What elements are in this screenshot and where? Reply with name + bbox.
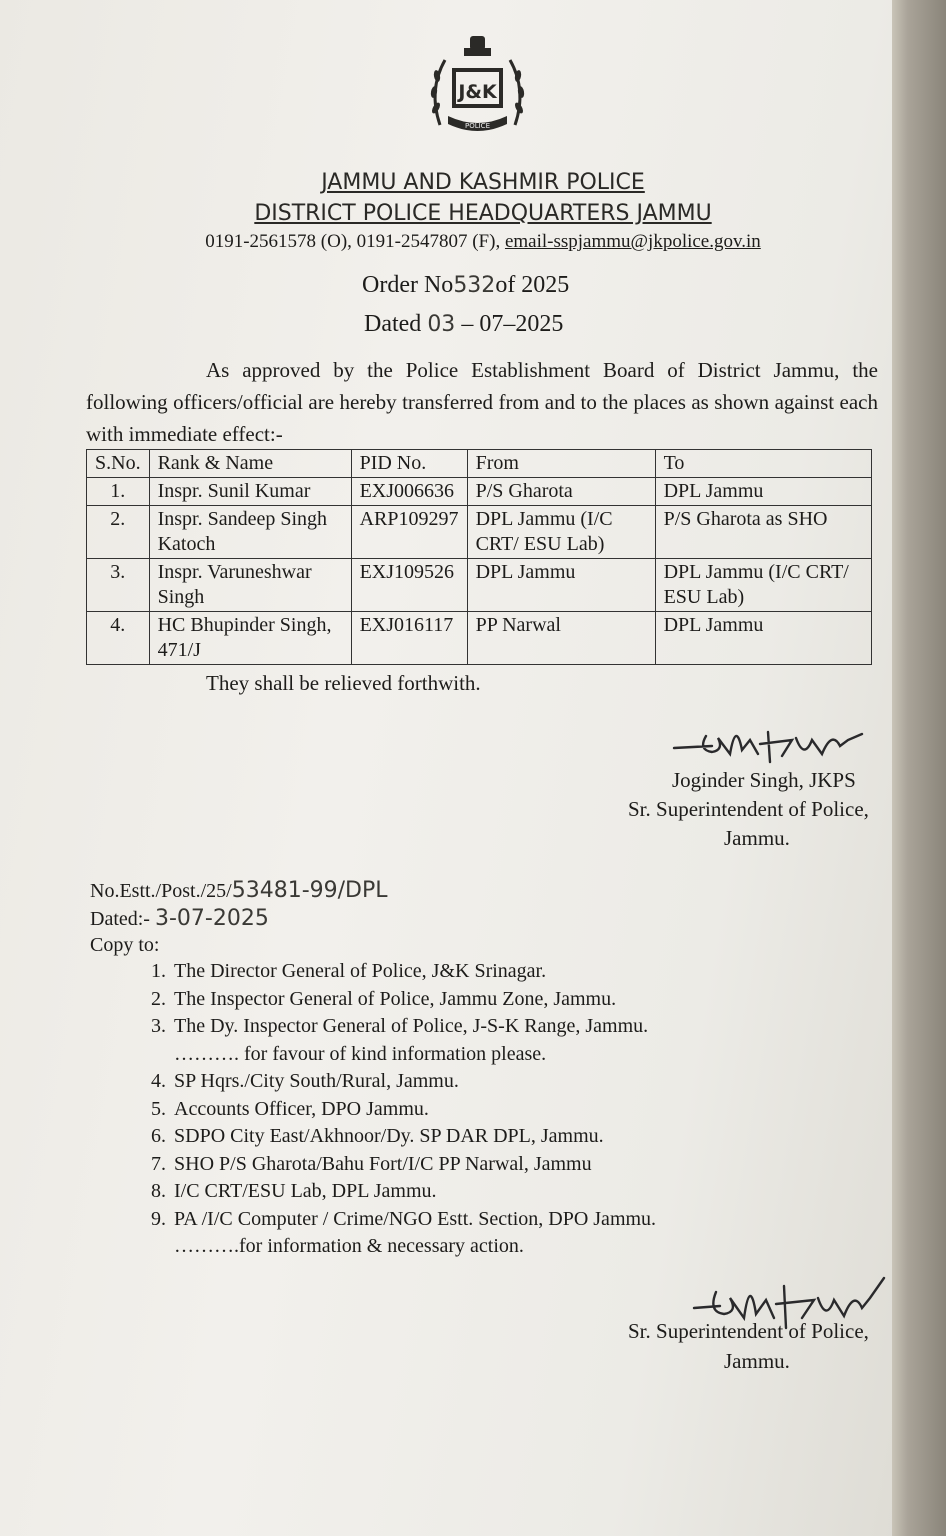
- column-header: To: [655, 450, 871, 478]
- table-cell: Inspr. Sandeep Singh Katoch: [149, 506, 351, 559]
- order-number: 532: [453, 273, 496, 298]
- column-header: PID No.: [351, 450, 467, 478]
- phone-numbers: 0191-2561578 (O), 0191-2547807 (F),: [205, 231, 501, 252]
- table-cell: DPL Jammu: [655, 478, 871, 506]
- list-item: 7. SHO P/S Gharota/Bahu Fort/I/C PP Narwal, Jammu: [151, 1152, 592, 1175]
- signatory-designation: Sr. Superintendent of Police,: [628, 797, 869, 821]
- list-item: 2. The Inspector General of Police, Jammu Zone, Jammu.: [151, 987, 617, 1010]
- signature-block: [628, 766, 888, 853]
- column-header: Rank & Name: [149, 450, 351, 478]
- table-cell: DPL Jammu: [655, 612, 871, 665]
- table-cell: EXJ016117: [351, 612, 467, 665]
- jk-police-emblem: [420, 30, 535, 145]
- list-item: 8. I/C CRT/ESU Lab, DPL Jammu.: [151, 1180, 437, 1202]
- table-header-row: [87, 450, 872, 478]
- table-cell: Inspr. Sunil Kumar: [149, 478, 351, 506]
- list-item: 3. The Dy. Inspector General of Police, J-S-K Range, Jammu.: [151, 1015, 649, 1037]
- signatory-designation: Sr. Superintendent of Police,: [628, 1319, 869, 1343]
- table-row: [87, 506, 872, 559]
- table-cell: PP Narwal: [467, 612, 655, 665]
- signatory-name: Joginder Singh, JKPS: [672, 768, 856, 792]
- signatory-place: Jammu.: [724, 826, 790, 850]
- order-date-line: Dated 03 – 07–2025: [364, 311, 564, 337]
- list-item: 4. SP Hqrs./City South/Rural, Jammu.: [151, 1070, 459, 1092]
- table-cell: P/S Gharota as SHO: [655, 506, 871, 559]
- table-row: [87, 478, 872, 506]
- table-cell: EXJ109526: [351, 559, 467, 612]
- reference-date: 3-07-2025: [154, 906, 269, 931]
- email-address[interactable]: email-sspjammu@jkpolice.gov.in: [504, 231, 761, 252]
- order-paragraph: As approved by the Police Establishment Board of District Jammu, the following officers/official are hereby transferred from and to the places as shown against each with immediate effect:-: [86, 358, 878, 446]
- signatory-place: Jammu.: [724, 1349, 790, 1373]
- table-cell: Inspr. Varuneshwar Singh: [149, 559, 351, 612]
- table-cell: DPL Jammu: [467, 559, 655, 612]
- reference-number: 53481-99/DPL: [231, 878, 388, 903]
- list-item: ……….for information & necessary action.: [174, 1235, 524, 1257]
- table-cell: ARP109297: [351, 506, 467, 559]
- order-date-day: 03: [427, 312, 456, 337]
- list-item: 9. PA /I/C Computer / Crime/NGO Estt. Section, DPO Jammu.: [151, 1207, 657, 1230]
- relieved-note: They shall be relieved forthwith.: [206, 671, 481, 695]
- list-item: 5. Accounts Officer, DPO Jammu.: [151, 1097, 429, 1120]
- column-header: From: [467, 450, 655, 478]
- table-cell: 3.: [87, 559, 150, 612]
- table-row: [87, 612, 872, 665]
- emblem-band-text: POLICE: [464, 122, 491, 130]
- org-title: JAMMU AND KASHMIR POLICE: [321, 170, 645, 195]
- emblem-text: J&K: [458, 81, 497, 103]
- table-cell: EXJ006636: [351, 478, 467, 506]
- contact-line: [0, 231, 946, 253]
- list-item: ………. for favour of kind information please.: [174, 1042, 547, 1065]
- table-cell: 4.: [87, 612, 150, 665]
- office-title: DISTRICT POLICE HEADQUARTERS JAMMU: [254, 201, 712, 226]
- signature-scrawl: [672, 710, 872, 770]
- copy-to-label: Copy to:: [90, 934, 160, 956]
- table-cell: DPL Jammu (I/C CRT/ ESU Lab): [655, 559, 871, 612]
- table-cell: 2.: [87, 506, 150, 559]
- table-cell: 1.: [87, 478, 150, 506]
- table-cell: DPL Jammu (I/C CRT/ ESU Lab): [467, 506, 655, 559]
- list-item: 6. SDPO City East/Akhnoor/Dy. SP DAR DPL, Jammu.: [151, 1125, 604, 1147]
- reference-number-line: No.Estt./Post./25/53481-99/DPL: [90, 878, 388, 903]
- column-header: S.No.: [87, 450, 150, 478]
- reference-date-line: Dated:- 3-07-2025: [90, 906, 269, 931]
- table-cell: P/S Gharota: [467, 478, 655, 506]
- table-row: [87, 559, 872, 612]
- order-number-line: Order No532of 2025: [362, 272, 570, 298]
- signature-block-2: [628, 1316, 888, 1376]
- transfer-table: [86, 449, 872, 665]
- table-cell: HC Bhupinder Singh, 471/J: [149, 612, 351, 665]
- copy-list: [130, 958, 870, 1261]
- list-item: 1. The Director General of Police, J&K Srinagar.: [151, 960, 547, 982]
